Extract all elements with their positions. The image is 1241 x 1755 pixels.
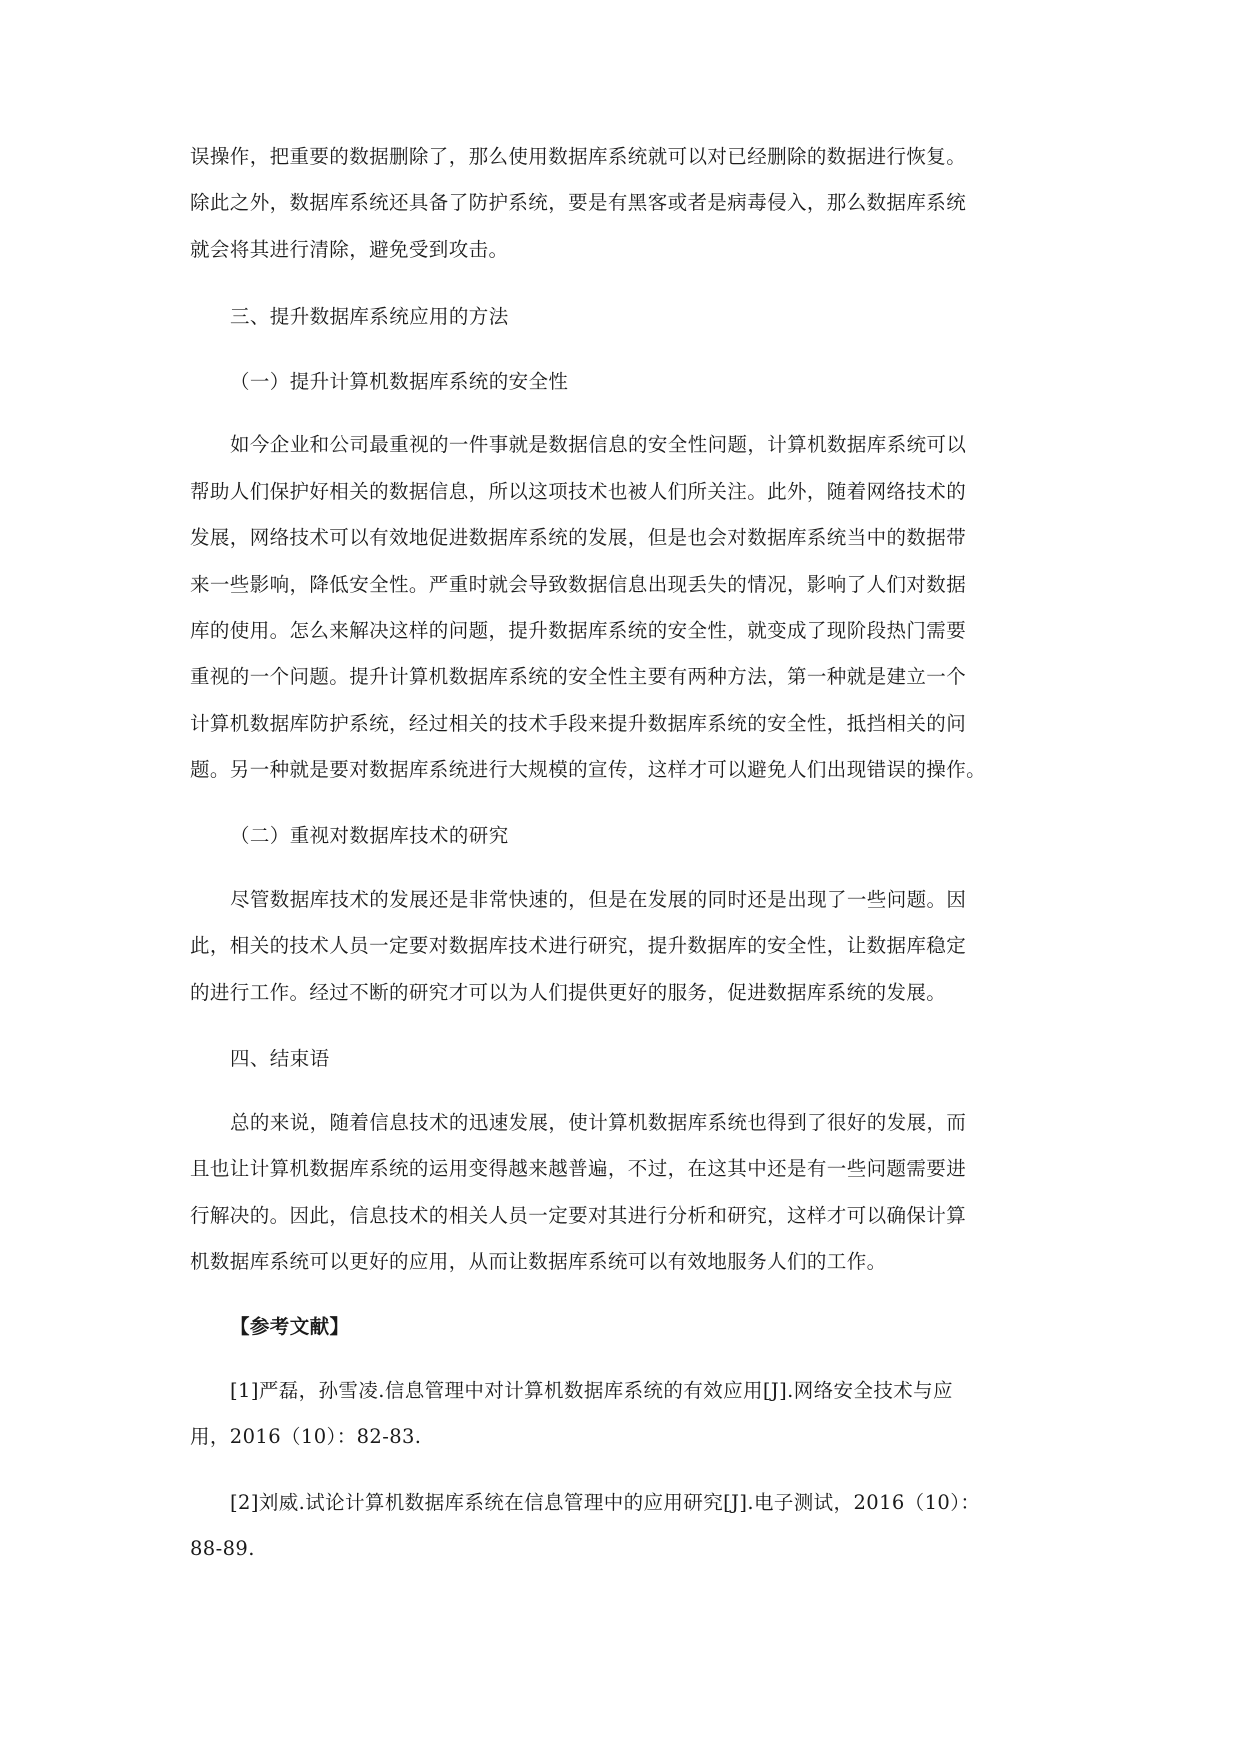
paragraph-line: 重视的一个问题。提升计算机数据库系统的安全性主要有两种方法，第一种就是建立一个	[190, 665, 967, 688]
reference-line: [2]刘威.试论计算机数据库系统在信息管理中的应用研究[J].电子测试，2016（10）：	[230, 1491, 981, 1514]
paragraph-line: 行解决的。因此，信息技术的相关人员一定要对其进行分析和研究，这样才可以确保计算	[190, 1204, 967, 1227]
section-heading: 四、结束语	[230, 1047, 330, 1070]
paragraph-line: 除此之外，数据库系统还具备了防护系统，要是有黑客或者是病毒侵入，那么数据库系统	[190, 191, 967, 214]
paragraph-line: 尽管数据库技术的发展还是非常快速的，但是在发展的同时还是出现了一些问题。因	[230, 888, 967, 911]
paragraph-line: 且也让计算机数据库系统的运用变得越来越普遍，不过，在这其中还是有一些问题需要进	[190, 1157, 967, 1180]
paragraph-line: 总的来说，随着信息技术的迅速发展，使计算机数据库系统也得到了很好的发展，而	[230, 1111, 967, 1134]
paragraph-line: 发展，网络技术可以有效地促进数据库系统的发展，但是也会对数据库系统当中的数据带	[190, 526, 967, 549]
paragraph-line: 此，相关的技术人员一定要对数据库技术进行研究，提升数据库的安全性，让数据库稳定	[190, 934, 967, 957]
paragraph-line: 计算机数据库防护系统，经过相关的技术手段来提升数据库系统的安全性，抵挡相关的问	[190, 712, 967, 735]
subsection-heading: （一）提升计算机数据库系统的安全性	[230, 370, 569, 393]
reference-line: [1]严磊，孙雪凌.信息管理中对计算机数据库系统的有效应用[J].网络安全技术与应	[230, 1379, 953, 1402]
paragraph-line: 帮助人们保护好相关的数据信息，所以这项技术也被人们所关注。此外，随着网络技术的	[190, 480, 967, 503]
paragraph-line: 题。另一种就是要对数据库系统进行大规模的宣传，这样才可以避免人们出现错误的操作。	[190, 758, 987, 781]
paragraph-line: 误操作，把重要的数据删除了，那么使用数据库系统就可以对已经删除的数据进行恢复。	[190, 145, 967, 168]
paragraph-line: 机数据库系统可以更好的应用，从而让数据库系统可以有效地服务人们的工作。	[190, 1250, 887, 1273]
reference-line: 88-89.	[190, 1537, 255, 1560]
references-heading: 【参考文献】	[230, 1315, 350, 1338]
paragraph-line: 来一些影响，降低安全性。严重时就会导致数据信息出现丢失的情况，影响了人们对数据	[190, 573, 967, 596]
paragraph-line: 库的使用。怎么来解决这样的问题，提升数据库系统的安全性，就变成了现阶段热门需要	[190, 619, 967, 642]
paragraph-line: 就会将其进行清除，避免受到攻击。	[190, 238, 509, 261]
reference-line: 用，2016（10）：82-83.	[190, 1425, 422, 1448]
paragraph-line: 如今企业和公司最重视的一件事就是数据信息的安全性问题，计算机数据库系统可以	[230, 433, 967, 456]
paragraph-line: 的进行工作。经过不断的研究才可以为人们提供更好的服务，促进数据库系统的发展。	[190, 981, 947, 1004]
section-heading: 三、提升数据库系统应用的方法	[230, 305, 509, 328]
subsection-heading: （二）重视对数据库技术的研究	[230, 824, 509, 847]
